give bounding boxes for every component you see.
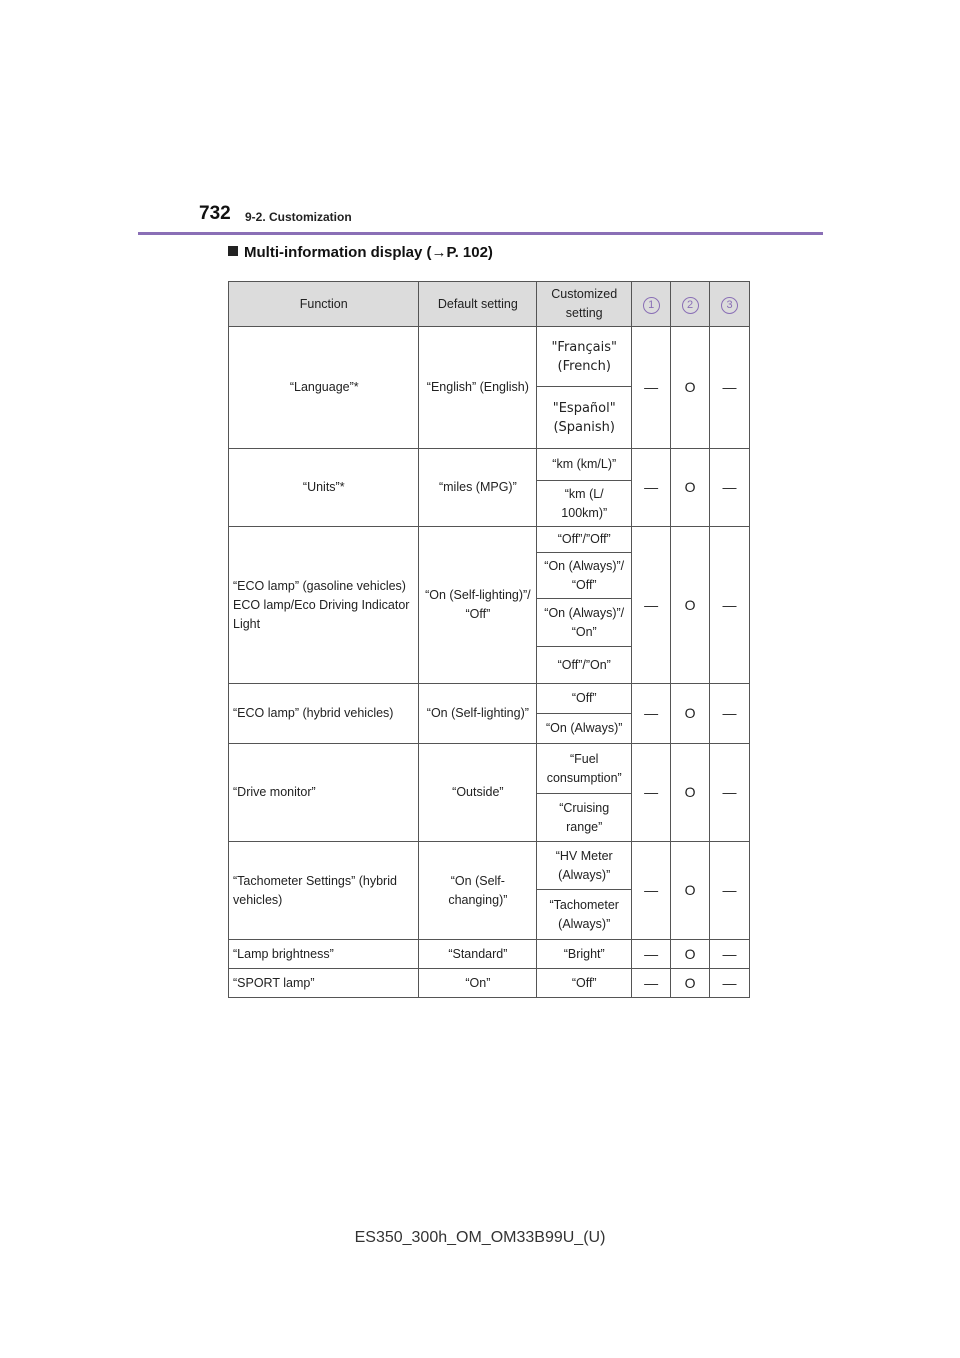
heading-text: Multi-information display (→P. 102) — [244, 244, 493, 261]
mark-cell: — — [710, 969, 750, 998]
mark-cell: — — [632, 449, 671, 527]
table-row — [229, 969, 750, 998]
table-header-row — [229, 282, 750, 327]
function-cell: “Language”* — [229, 327, 419, 449]
mark-cell: — — [710, 744, 750, 842]
col-2 — [671, 282, 710, 327]
col-3 — [710, 282, 750, 327]
mark-cell: — — [632, 527, 671, 684]
mark-cell: — — [710, 842, 750, 940]
col-customized: Customized setting — [537, 282, 632, 327]
default-cell: “On (Self- changing)” — [419, 842, 537, 940]
function-cell: “Drive monitor” — [229, 744, 419, 842]
default-cell: “On” — [419, 969, 537, 998]
square-bullet-icon — [228, 246, 238, 256]
default-cell: “miles (MPG)” — [419, 449, 537, 527]
mark-cell: O — [671, 449, 710, 527]
mark-cell: — — [632, 744, 671, 842]
option-cell: “Off”/”Off” — [537, 527, 632, 553]
mark-cell: — — [710, 940, 750, 969]
mark-cell: O — [671, 327, 710, 449]
customization-table — [228, 281, 750, 998]
mark-cell: O — [671, 969, 710, 998]
mark-cell: — — [632, 940, 671, 969]
mark-cell: — — [710, 327, 750, 449]
option-cell: “On (Always)”/ “On” — [537, 599, 632, 647]
footer-doc-id: ES350_300h_OM_OM33B99U_(U) — [354, 1229, 606, 1246]
table-row — [229, 684, 750, 714]
default-cell: “Outside” — [419, 744, 537, 842]
page-number: 732 — [199, 203, 231, 224]
option-cell: “HV Meter (Always)” — [537, 842, 632, 890]
mark-cell: — — [710, 527, 750, 684]
col-1 — [632, 282, 671, 327]
mark-cell: O — [671, 940, 710, 969]
option-cell: “On (Always)” — [537, 714, 632, 744]
table-row — [229, 449, 750, 481]
function-cell: “Lamp brightness” — [229, 940, 419, 969]
default-cell: “English” (English) — [419, 327, 537, 449]
table-row — [229, 744, 750, 794]
mark-cell: — — [632, 969, 671, 998]
subsection-heading — [228, 244, 493, 261]
option-cell: “Off” — [537, 684, 632, 714]
option-cell: “On (Always)”/ “Off” — [537, 553, 632, 599]
function-cell: “ECO lamp” (gasoline vehicles) ECO lamp/Eco Driving Indicator Light — [229, 527, 419, 684]
option-cell: “Tachometer (Always)” — [537, 890, 632, 940]
col-default: Default setting — [419, 282, 537, 327]
mark-cell: — — [710, 684, 750, 744]
table-row — [229, 940, 750, 969]
mark-cell: — — [632, 684, 671, 744]
default-cell: “On (Self-lighting)”/ “Off” — [419, 527, 537, 684]
option-cell: “Fuel consumption” — [537, 744, 632, 794]
mark-cell: — — [710, 449, 750, 527]
option-cell: "Español" (Spanish) — [537, 387, 632, 449]
option-cell: “km (L/ 100km)” — [537, 481, 632, 527]
default-cell: “Standard” — [419, 940, 537, 969]
function-cell: “Tachometer Settings” (hybrid vehicles) — [229, 842, 419, 940]
option-cell: “Off” — [537, 969, 632, 998]
mark-cell: O — [671, 527, 710, 684]
mark-cell: O — [671, 842, 710, 940]
header-rule — [138, 232, 823, 235]
circled-1-icon: 1 — [643, 297, 660, 314]
mark-cell: — — [632, 842, 671, 940]
col-function: Function — [229, 282, 419, 327]
mark-cell: — — [632, 327, 671, 449]
circled-3-icon: 3 — [721, 297, 738, 314]
function-cell: “ECO lamp” (hybrid vehicles) — [229, 684, 419, 744]
option-cell: “Cruising range” — [537, 794, 632, 842]
function-cell: “Units”* — [229, 449, 419, 527]
mark-cell: O — [671, 744, 710, 842]
circled-2-icon: 2 — [682, 297, 699, 314]
option-cell: “Bright” — [537, 940, 632, 969]
option-cell: “km (km/L)” — [537, 449, 632, 481]
mark-cell: O — [671, 684, 710, 744]
section-title: 9-2. Customization — [245, 210, 352, 224]
table-row — [229, 527, 750, 553]
option-cell: “Off”/”On” — [537, 647, 632, 684]
function-cell: “SPORT lamp” — [229, 969, 419, 998]
default-cell: “On (Self-lighting)” — [419, 684, 537, 744]
option-cell: "Français" (French) — [537, 327, 632, 387]
table-row — [229, 842, 750, 890]
table-row — [229, 327, 750, 387]
